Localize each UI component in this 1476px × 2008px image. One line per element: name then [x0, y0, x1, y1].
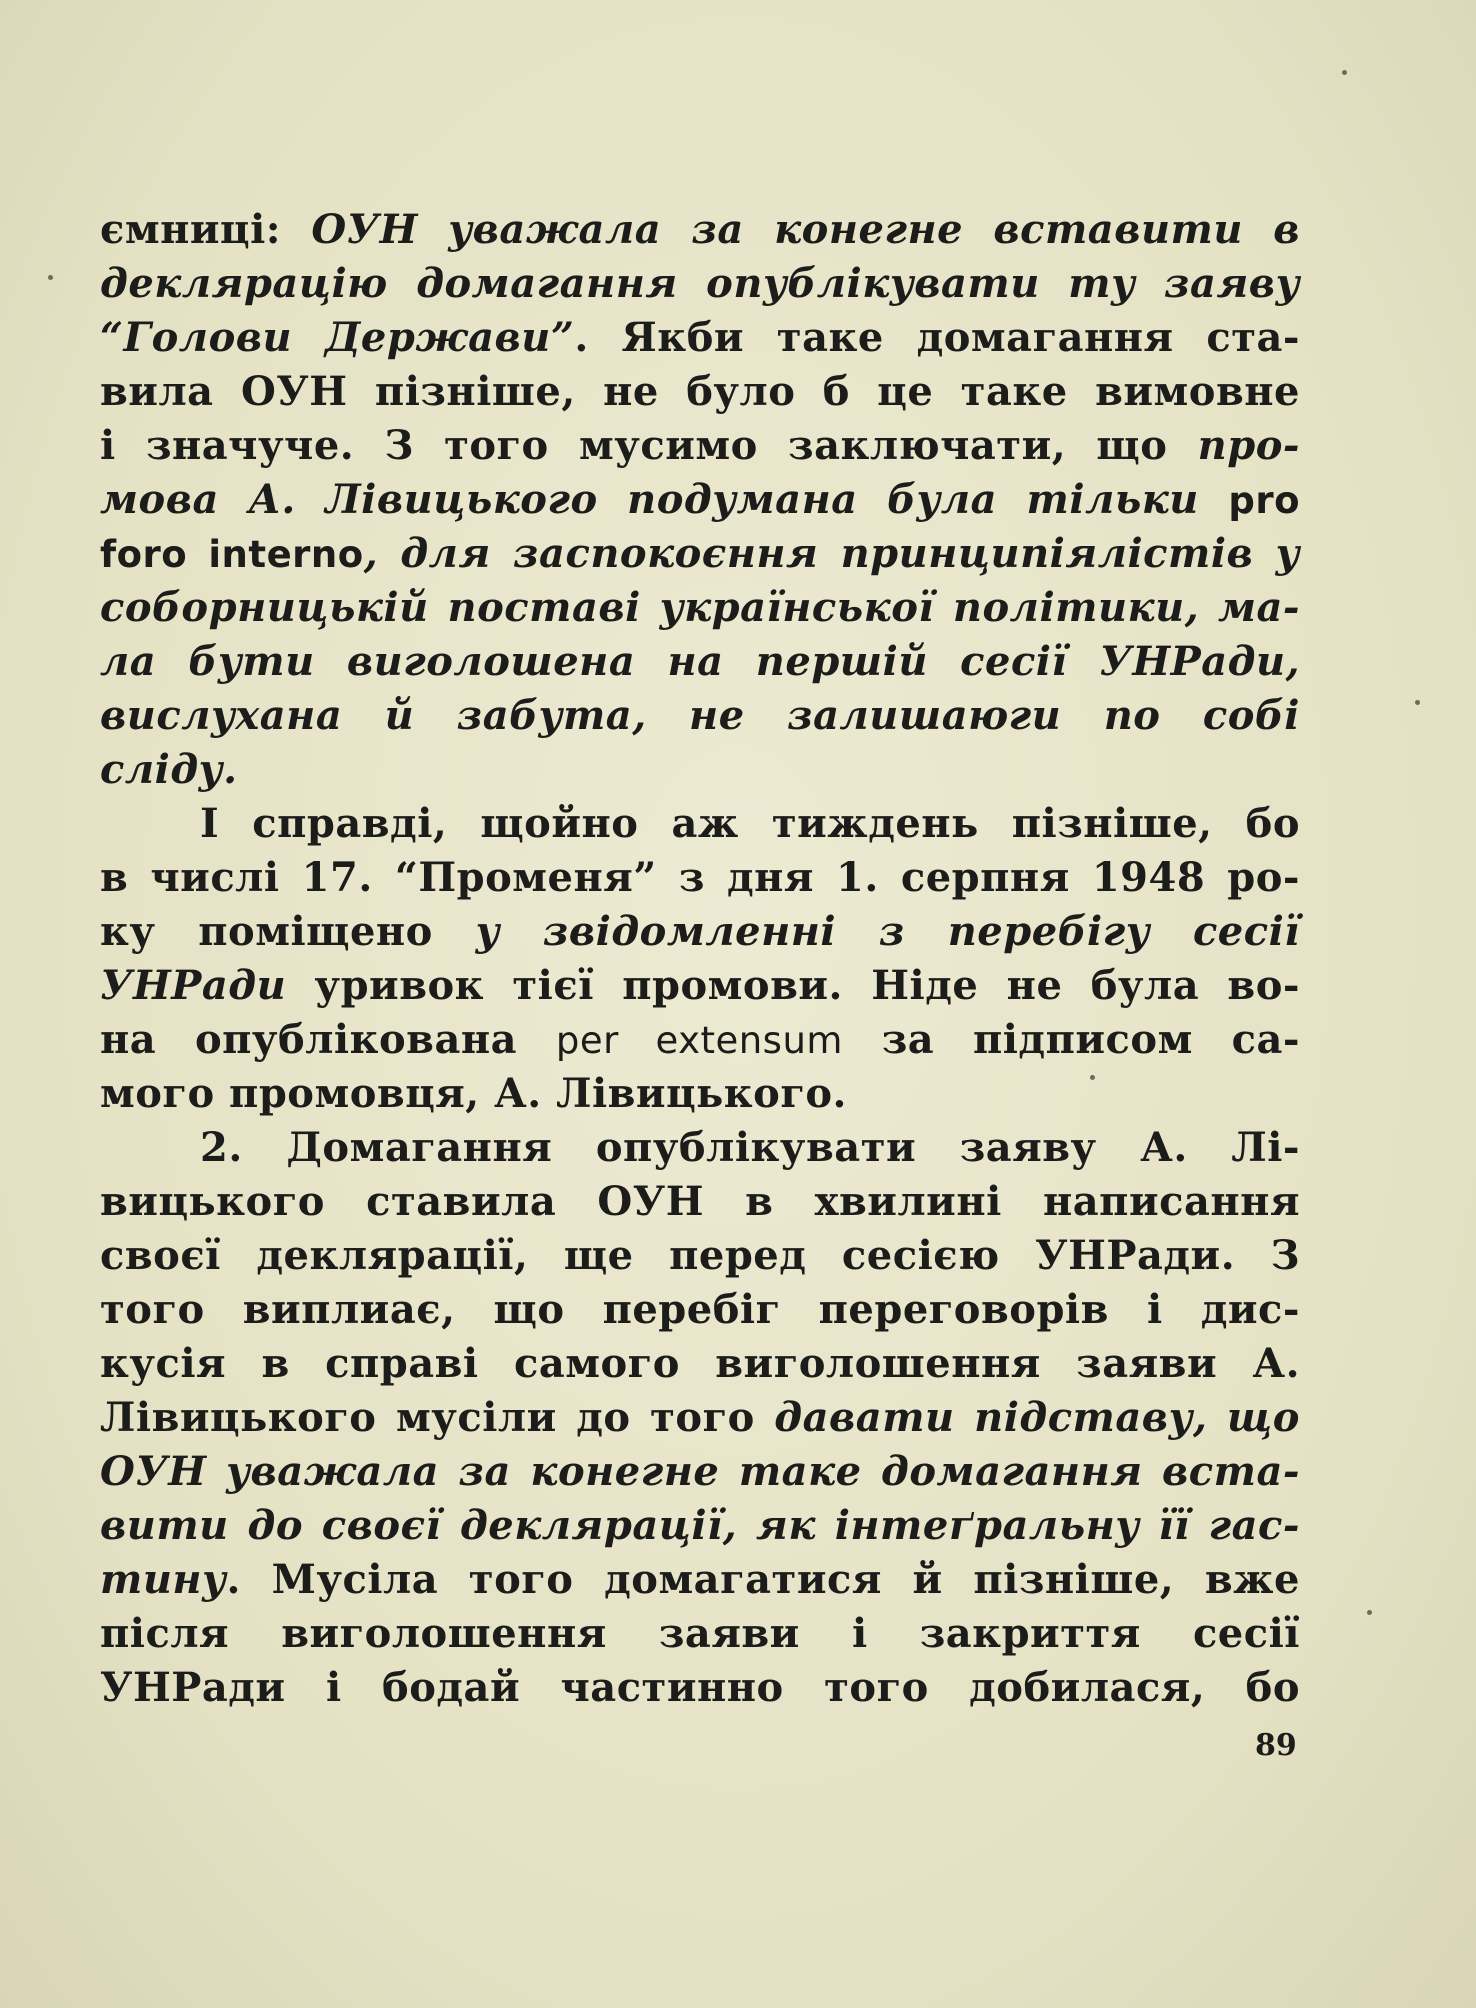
italic-run: УНРади — [100, 962, 287, 1009]
text-run: ку поміщено — [100, 908, 476, 955]
paragraph-2-line-2 — [100, 851, 1300, 905]
paragraph-2-line-3 — [100, 905, 1300, 959]
paper-speck — [1342, 70, 1347, 75]
paragraph-3-line-9 — [100, 1553, 1300, 1607]
text-run: . Мусіла того домагатися й пізніше, вже — [226, 1556, 1300, 1603]
italic-run: про- — [1197, 422, 1300, 469]
paragraph-1-line-11 — [100, 743, 238, 797]
text-run: на опублікована — [100, 1016, 556, 1063]
italic-run: мова А. Лівицького подумана була тільки — [100, 476, 1229, 523]
paragraph-1-line-3 — [100, 311, 1300, 365]
italic-run: ла бути виголошена на першій сесії УНРади, — [100, 638, 1300, 685]
latin-run: foro interno — [100, 533, 364, 576]
text-run: в числі 17. “Променя” з дня 1. серпня 1948 ро- — [100, 854, 1300, 901]
paragraph-1-line-9 — [100, 635, 1300, 689]
paragraph-3-line-8 — [100, 1499, 1300, 1553]
italic-run: , для заспокоєння принципіялістів у — [363, 530, 1300, 577]
paper-speck — [48, 275, 53, 280]
paper-speck — [1415, 700, 1420, 705]
text-run: мого промовця, А. Лівицького. — [100, 1070, 847, 1117]
italic-run: деклярацію домагання опублікувати ту заяву — [100, 260, 1300, 307]
page-number: 89 — [1255, 1728, 1297, 1763]
latin-run: per extensum — [555, 1019, 843, 1062]
paragraph-1-line-5 — [100, 419, 1300, 473]
latin-run: pro — [1228, 479, 1300, 522]
italic-run: у звідомленні з перебігу сесії — [475, 908, 1301, 955]
italic-run: ОУН уважала за конегне таке домагання вста- — [100, 1448, 1300, 1495]
text-run: 2. Домагання опублікувати заяву А. Лі- — [200, 1124, 1300, 1171]
paragraph-3-line-7 — [100, 1445, 1300, 1499]
paragraph-1-line-6 — [100, 473, 1300, 527]
paragraph-2-line-1 — [200, 797, 1300, 851]
italic-run: вислухана й забута, не залишаюги по собі — [100, 692, 1300, 739]
text-run: після виголошення заяви і закриття сесії — [100, 1610, 1300, 1657]
text-run: ємниці: — [100, 206, 312, 253]
text-run: уривок тієї промови. Ніде не була во- — [286, 962, 1300, 1009]
paragraph-3-line-4 — [100, 1283, 1300, 1337]
paper-speck — [1367, 1610, 1372, 1615]
text-run: . Якби таке домагання ста- — [574, 314, 1301, 361]
italic-run: сліду. — [100, 746, 238, 793]
paragraph-3-line-6 — [100, 1391, 1300, 1445]
paper-speck — [1090, 1075, 1095, 1080]
paragraph-1-line-10 — [100, 689, 1300, 743]
paragraph-1-line-8 — [100, 581, 1300, 635]
paragraph-3-line-2 — [100, 1175, 1300, 1229]
text-run: своєї деклярації, ще перед сесією УНРади. З — [100, 1232, 1300, 1279]
paragraph-3-line-10 — [100, 1607, 1300, 1661]
text-run: Лівицького мусіли до того — [100, 1394, 775, 1441]
text-run: вила ОУН пізніше, не було б це таке вимовне — [100, 368, 1300, 415]
italic-run: “Голови Держави” — [100, 314, 575, 361]
italic-run: вити до своєї деклярації, як інтеґральну її гас- — [100, 1502, 1300, 1549]
paragraph-2-line-6 — [100, 1067, 847, 1121]
paragraph-3-line-5 — [100, 1337, 1300, 1391]
italic-run: тину — [100, 1556, 227, 1603]
text-run: і значуче. З того мусимо заключати, що — [100, 422, 1198, 469]
text-run: кусія в справі самого виголошення заяви А. — [100, 1340, 1300, 1387]
paragraph-1-line-2 — [100, 257, 1300, 311]
text-run: того виплиає, що перебіг переговорів і дис- — [100, 1286, 1300, 1333]
italic-run: соборницькій поставі української політики, ма- — [100, 584, 1300, 631]
italic-run: давати підставу, що — [774, 1394, 1300, 1441]
paragraph-3-line-3 — [100, 1229, 1300, 1283]
paragraph-2-line-4 — [100, 959, 1300, 1013]
paragraph-3-line-11 — [100, 1661, 1300, 1715]
text-run: за підписом са- — [842, 1016, 1300, 1063]
text-run: УНРади і бодай частинно того добилася, бо — [100, 1664, 1300, 1711]
text-run: вицького ставила ОУН в хвилині написання — [100, 1178, 1300, 1225]
paragraph-3-line-1 — [200, 1121, 1300, 1175]
italic-run: ОУН уважала за конегне вставити в — [311, 206, 1300, 253]
paragraph-1-line-7 — [100, 527, 1300, 581]
paragraph-1-line-4 — [100, 365, 1300, 419]
paragraph-1-line-1 — [100, 203, 1300, 257]
text-run: І справді, щойно аж тиждень пізніше, бо — [200, 800, 1300, 847]
paragraph-2-line-5 — [100, 1013, 1300, 1067]
